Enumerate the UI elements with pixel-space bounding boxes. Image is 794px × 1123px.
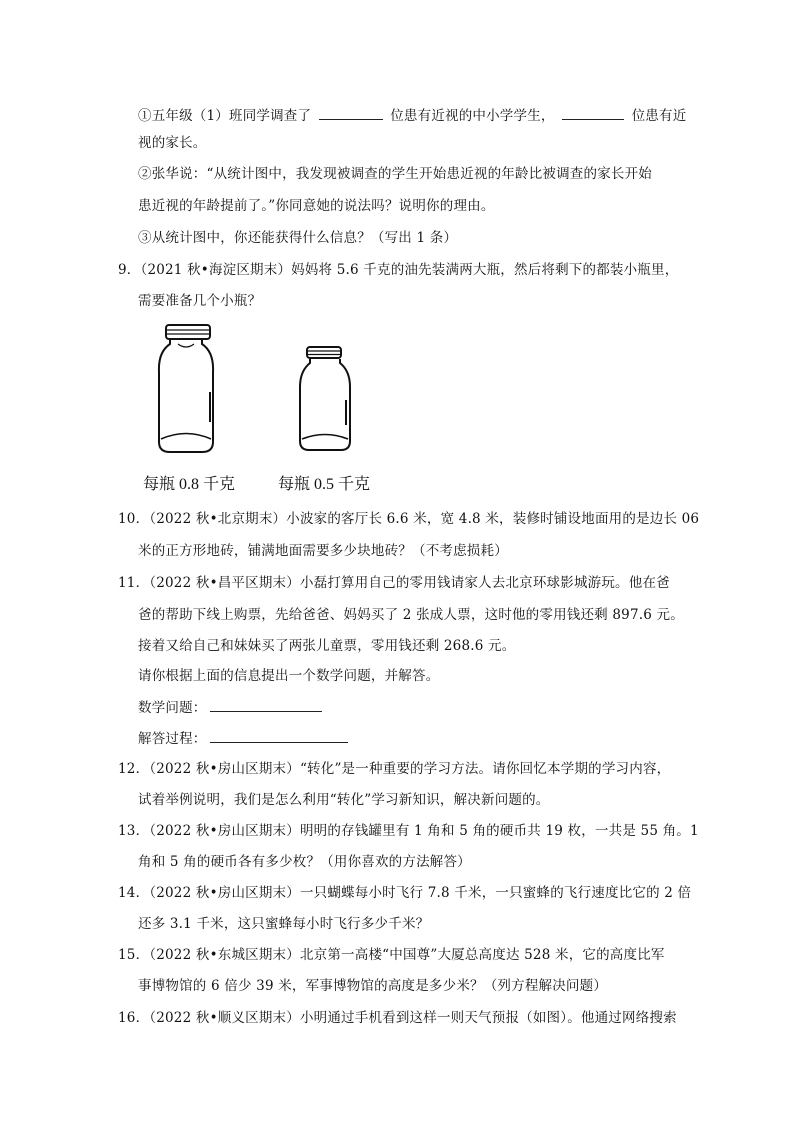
q13-line1: 13．（2022 秋•房山区期末）明明的存钱罐里有 1 角和 5 角的硬币共 19 枚，一共是 55 角。1 xyxy=(118,823,699,839)
q11-process-label: 解答过程： xyxy=(138,731,207,747)
q12-line1: 12．（2022 秋•房山区期末）“转化”是一种重要的学习方法。请你回忆本学期的学习内容， xyxy=(118,761,671,777)
q11-question-row xyxy=(138,697,325,718)
q14-line1: 14．（2022 秋•房山区期末）一只蝴蝶每小时飞行 7.8 千米，一只蜜蜂的飞行速度比它的 2 倍 xyxy=(118,885,692,901)
q10-line1: 10．（2022 秋•北京期末）小波家的客厅长 6.6 米，宽 4.8 米，装修时铺设地面用的是边长 06 xyxy=(118,511,700,527)
q11-line2: 爸的帮助下线上购票，先给爸爸、妈妈买了 2 张成人票，这时他的零用钱还剩 897.6 元。 xyxy=(138,607,684,623)
q8-part3: ③从统计图中，你还能获得什么信息？（写出 1 条） xyxy=(138,230,458,246)
q11-line1: 11．（2022 秋•昌平区期末）小磊打算用自己的零用钱请家人去北京环球影城游玩。他在爸 xyxy=(118,575,670,591)
q8-part1-text-b: 位患有近视的中小学学生， xyxy=(390,108,555,124)
q8-part2-line1: ②张华说：“从统计图中，我发现被调查的学生开始患近视的年龄比被调查的家长开始 xyxy=(138,166,653,182)
q9-line1: 9．（2021 秋•海淀区期末）妈妈将 5.6 千克的油先装满两大瓶，然后将剩下的都装小瓶里， xyxy=(118,262,679,278)
q14-line2: 还多 3.1 千米，这只蜜蜂每小时飞行多少千米？ xyxy=(138,916,430,932)
q11-process-blank[interactable] xyxy=(210,728,348,743)
q12-line2: 试着举例说明，我们是怎么利用“转化”学习新知识，解决新问题的。 xyxy=(138,792,550,808)
q11-line3: 接着又给自己和妹妹买了两张儿童票，零用钱还剩 268.6 元。 xyxy=(138,638,516,654)
q16-line1: 16．（2022 秋•顺义区期末）小明通过手机看到这样一则天气预报（如图）。他通过网络搜索 xyxy=(118,1010,677,1026)
q8-part1-line2: 视的家长。 xyxy=(138,135,207,151)
big-bottle-caption: 每瓶 0.8 千克 xyxy=(143,476,236,493)
q8-part1-line1 xyxy=(138,105,686,126)
q11-process-row xyxy=(138,728,351,749)
q11-question-label: 数学问题： xyxy=(138,700,207,716)
small-bottle-caption: 每瓶 0.5 千克 xyxy=(278,476,371,493)
big-bottle-image xyxy=(150,322,222,456)
q8-part2-line2: 患近视的年龄提前了。”你同意她的说法吗？说明你的理由。 xyxy=(138,198,495,214)
small-bottle-image xyxy=(296,345,354,453)
q8-part1-text-a: ①五年级（1）班同学调查了 xyxy=(138,108,312,124)
q8-blank-parents[interactable] xyxy=(562,105,624,120)
q11-line4: 请你根据上面的信息提出一个数学问题，并解答。 xyxy=(138,668,440,684)
q11-question-blank[interactable] xyxy=(210,697,322,712)
q9-line2: 需要准备几个小瓶？ xyxy=(138,293,262,309)
q10-line2: 米的正方形地砖，铺满地面需要多少块地砖？（不考虑损耗） xyxy=(138,543,508,559)
q15-line1: 15．（2022 秋•东城区期末）北京第一高楼“中国尊”大厦总高度达 528 米，它的高度比军 xyxy=(118,947,665,963)
q8-part1-text-c: 位患有近 xyxy=(631,108,687,124)
q8-blank-students[interactable] xyxy=(319,105,383,120)
q15-line2: 事博物馆的 6 倍少 39 米，军事博物馆的高度是多少米？（列方程解决问题） xyxy=(138,978,608,994)
q13-line2: 角和 5 角的硬币各有多少枚？（用你喜欢的方法解答） xyxy=(138,854,471,870)
